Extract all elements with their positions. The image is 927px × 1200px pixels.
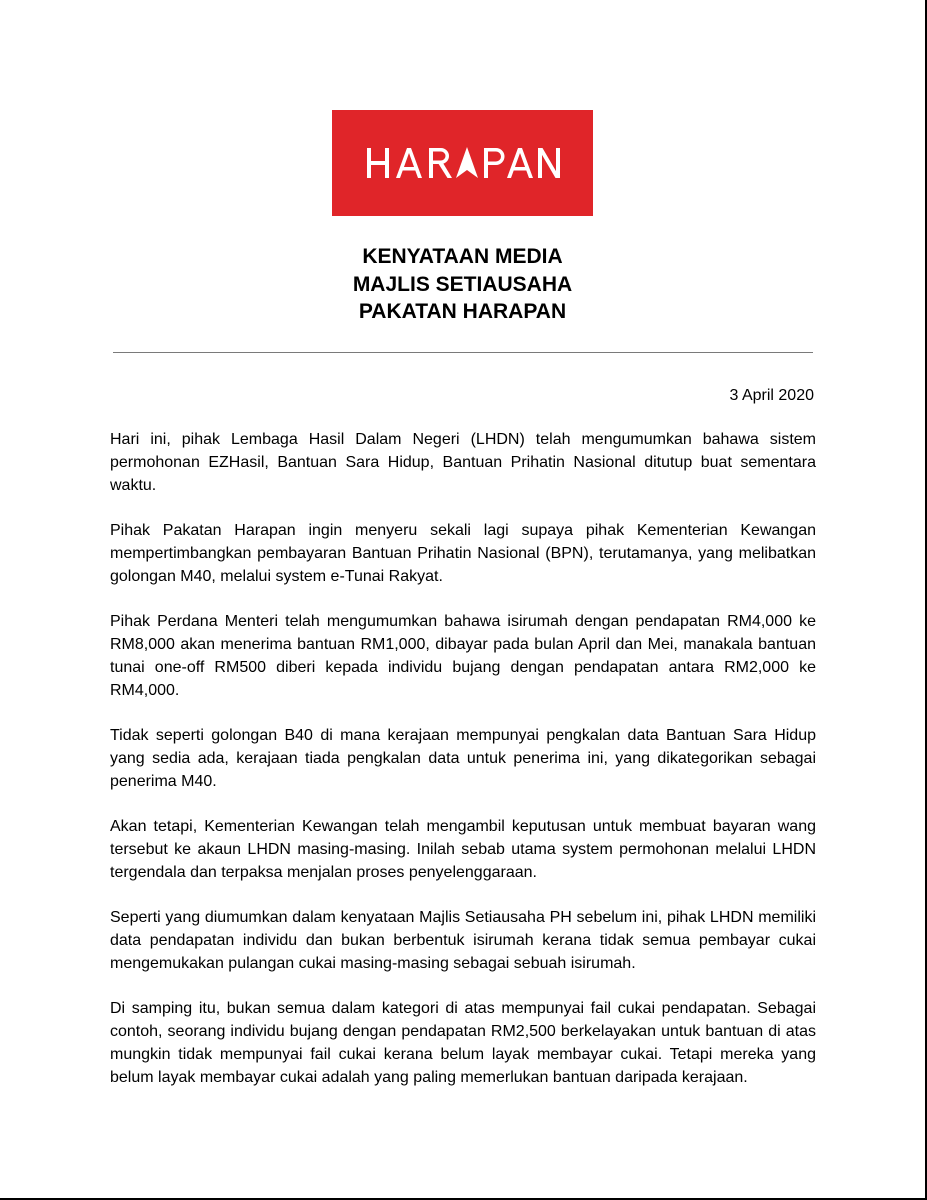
heading-line-2: MAJLIS SETIAUSAHA [352,272,573,296]
paragraph: Seperti yang diumumkan dalam kenyataan Majlis Setiausaha PH sebelum ini, pihak LHDN memiliki data pendapatan individu dan bukan berbentuk isirumah kerana tidak semua pembayar cukai mengemukakan pulangan cukai masing-masing sebagai sebuah isirumah. [110,909,816,972]
harapan-logo-wordmark [363,143,563,183]
harapan-logo [332,110,593,216]
statement-heading [0,243,925,326]
paragraph: Hari ini, pihak Lembaga Hasil Dalam Negeri (LHDN) telah mengumumkan bahawa sistem permohonan EZHasil, Bantuan Sara Hidup, Bantuan Prihatin Nasional ditutup buat sementara waktu. [110,431,816,494]
horizontal-divider [113,352,813,353]
statement-body [110,428,816,1111]
paragraph: Pihak Pakatan Harapan ingin menyeru sekali lagi supaya pihak Kementerian Kewangan mempertimbangkan pembayaran Bantuan Prihatin Nasional (BPN), terutamanya, yang melibatkan golongan M40, melalui system e-Tunai Rakyat. [110,522,816,585]
paragraph: Pihak Perdana Menteri telah mengumumkan bahawa isirumah dengan pendapatan RM4,000 ke RM8,000 akan menerima bantuan RM1,000, dibayar pada bulan April dan Mei, manakala bantuan tunai one-off RM500 diberi kepada individu bujang dengan pendapatan antara RM2,000 ke RM4,000. [110,613,816,699]
paragraph: Akan tetapi, Kementerian Kewangan telah mengambil keputusan untuk membuat bayaran wang tersebut ke akaun LHDN masing-masing. Inilah sebab utama system permohonan melalui LHDN tergendala dan terpaksa menjalan proses penyelenggaraan. [110,818,816,881]
statement-date: 3 April 2020 [729,387,814,404]
heading-line-3: PAKATAN HARAPAN [358,300,567,323]
paragraph: Tidak seperti golongan B40 di mana kerajaan mempunyai pengkalan data Bantuan Sara Hidup yang sedia ada, kerajaan tiada pengkalan data untuk penerima ini, yang dikategorikan sebagai penerima M40. [110,727,816,790]
paragraph: Di samping itu, bukan semua dalam kategori di atas mempunyai fail cukai pendapatan. Sebagai contoh, seorang individu bujang dengan pendapatan RM2,500 berkelayakan untuk bantuan di atas mungkin tidak mempunyai fail cukai kerana belum layak membayar cukai. Tetapi mereka yang belum layak membayar cukai adalah yang paling memerlukan bantuan daripada kerajaan. [110,1000,816,1086]
heading-line-1: KENYATAAN MEDIA [362,245,563,268]
